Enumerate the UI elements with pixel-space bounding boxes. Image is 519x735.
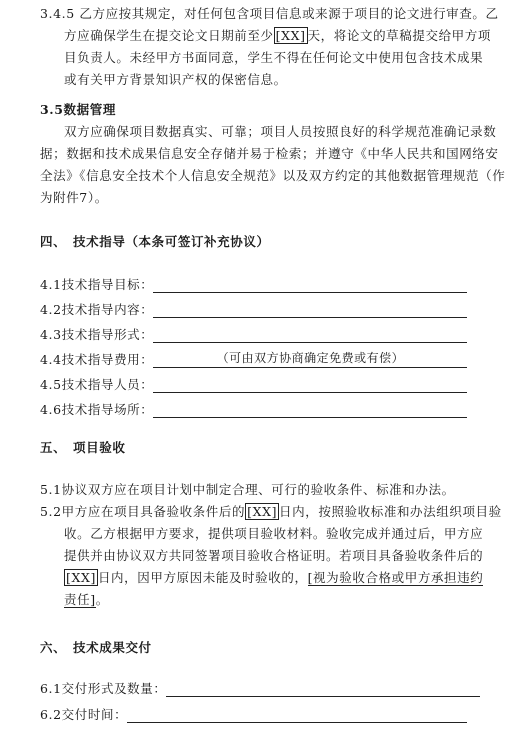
field-row-6-2 xyxy=(40,705,467,723)
clause-3-4-5-line-4: 或有关甲方背景知识产权的保密信息。 xyxy=(64,72,287,87)
section-3-5-line-2: 据；数据和技术成果信息安全存储并易于检索；并遵守《中华人民共和国网络安 xyxy=(40,146,499,161)
text: 5.2甲方应在项目具备验收条件后的 xyxy=(40,504,246,519)
clause-3-4-5-line-2 xyxy=(64,28,491,44)
field-row-4-1 xyxy=(40,275,467,293)
underlined-text: [视为验收合格或甲方承担违约 xyxy=(307,570,484,585)
text: 。 xyxy=(95,592,109,607)
clause-3-4-5-line-1: 3.4.5 乙方应按其规定，对任何包含项目信息或来源于项目的论文进行审查。乙 xyxy=(40,6,499,21)
field-row-4-6 xyxy=(40,400,467,418)
text: 日内，按照验收标准和办法组织项目验 xyxy=(279,504,502,519)
field-row-6-1 xyxy=(40,679,480,697)
section-3-5-heading: 3.5数据管理 xyxy=(40,102,116,117)
field-label: 6.1交付形式及数量： xyxy=(40,681,167,696)
field-row-4-2 xyxy=(40,300,467,318)
fill-in-line[interactable] xyxy=(153,353,467,368)
fill-in-line[interactable] xyxy=(166,682,480,697)
text: 天，将论文的草稿提交给甲方项 xyxy=(307,28,491,43)
text: 日内，因甲方原因未能及时验收的， xyxy=(97,570,308,585)
fill-in-line[interactable] xyxy=(153,303,467,318)
field-label: 4.2技术指导内容： xyxy=(40,302,154,317)
fill-in-line[interactable] xyxy=(153,328,467,343)
field-label: 4.3技术指导形式： xyxy=(40,327,154,342)
field-label: 4.6技术指导场所： xyxy=(40,402,154,417)
section-3-5-line-3: 全法》《信息安全技术个人信息安全规范》以及双方约定的其他数据管理规范（作 xyxy=(40,168,506,183)
clause-5-2-line-5 xyxy=(64,592,109,608)
fill-in-line[interactable] xyxy=(127,708,467,723)
section-5-heading: 五、 项目验收 xyxy=(40,440,126,455)
section-3-5-line-4: 为附件7）。 xyxy=(40,190,108,205)
clause-5-2-line-3: 提供并由协议双方共同签署项目验收合格证明。若项目具备验收条件后的 xyxy=(64,548,484,563)
clause-5-2-line-1 xyxy=(40,504,502,520)
field-row-4-3 xyxy=(40,325,467,343)
clause-3-4-5-line-3: 目负责人。未经甲方书面同意，学生不得在任何论文中使用包含技术成果 xyxy=(64,50,484,65)
placeholder-box: [XX] xyxy=(66,570,96,585)
section-3-5-line-1: 双方应确保项目数据真实、可靠；项目人员按照良好的科学规范准确记录数 xyxy=(64,124,497,139)
field-label: 4.4技术指导费用： xyxy=(40,352,154,367)
fill-in-line[interactable] xyxy=(153,278,467,293)
text: 方应确保学生在提交论文日期前至少 xyxy=(64,28,274,43)
section-4-heading: 四、 技术指导（本条可签订补充协议） xyxy=(40,234,270,249)
field-label: 6.2交付时间： xyxy=(40,707,128,722)
field-value-note: （可由双方协商确定免费或有偿） xyxy=(216,351,405,365)
fill-in-line[interactable] xyxy=(153,378,467,393)
placeholder-box: [XX] xyxy=(247,504,278,519)
placeholder-box: [XX] xyxy=(275,28,306,43)
underlined-text: 责任] xyxy=(64,592,96,607)
clause-5-1: 5.1协议双方应在项目计划中制定合理、可行的验收条件、标准和办法。 xyxy=(40,482,455,497)
clause-5-2-line-2: 收。乙方根据甲方要求，提供项目验收材料。验收完成并通过后，甲方应 xyxy=(64,526,484,541)
field-row-4-5 xyxy=(40,375,467,393)
field-label: 4.1技术指导目标： xyxy=(40,277,154,292)
field-label: 4.5技术指导人员： xyxy=(40,377,154,392)
field-row-4-4 xyxy=(40,350,467,368)
fill-in-line[interactable] xyxy=(153,403,467,418)
section-6-heading: 六、 技术成果交付 xyxy=(40,640,152,655)
clause-5-2-line-4 xyxy=(64,570,483,586)
